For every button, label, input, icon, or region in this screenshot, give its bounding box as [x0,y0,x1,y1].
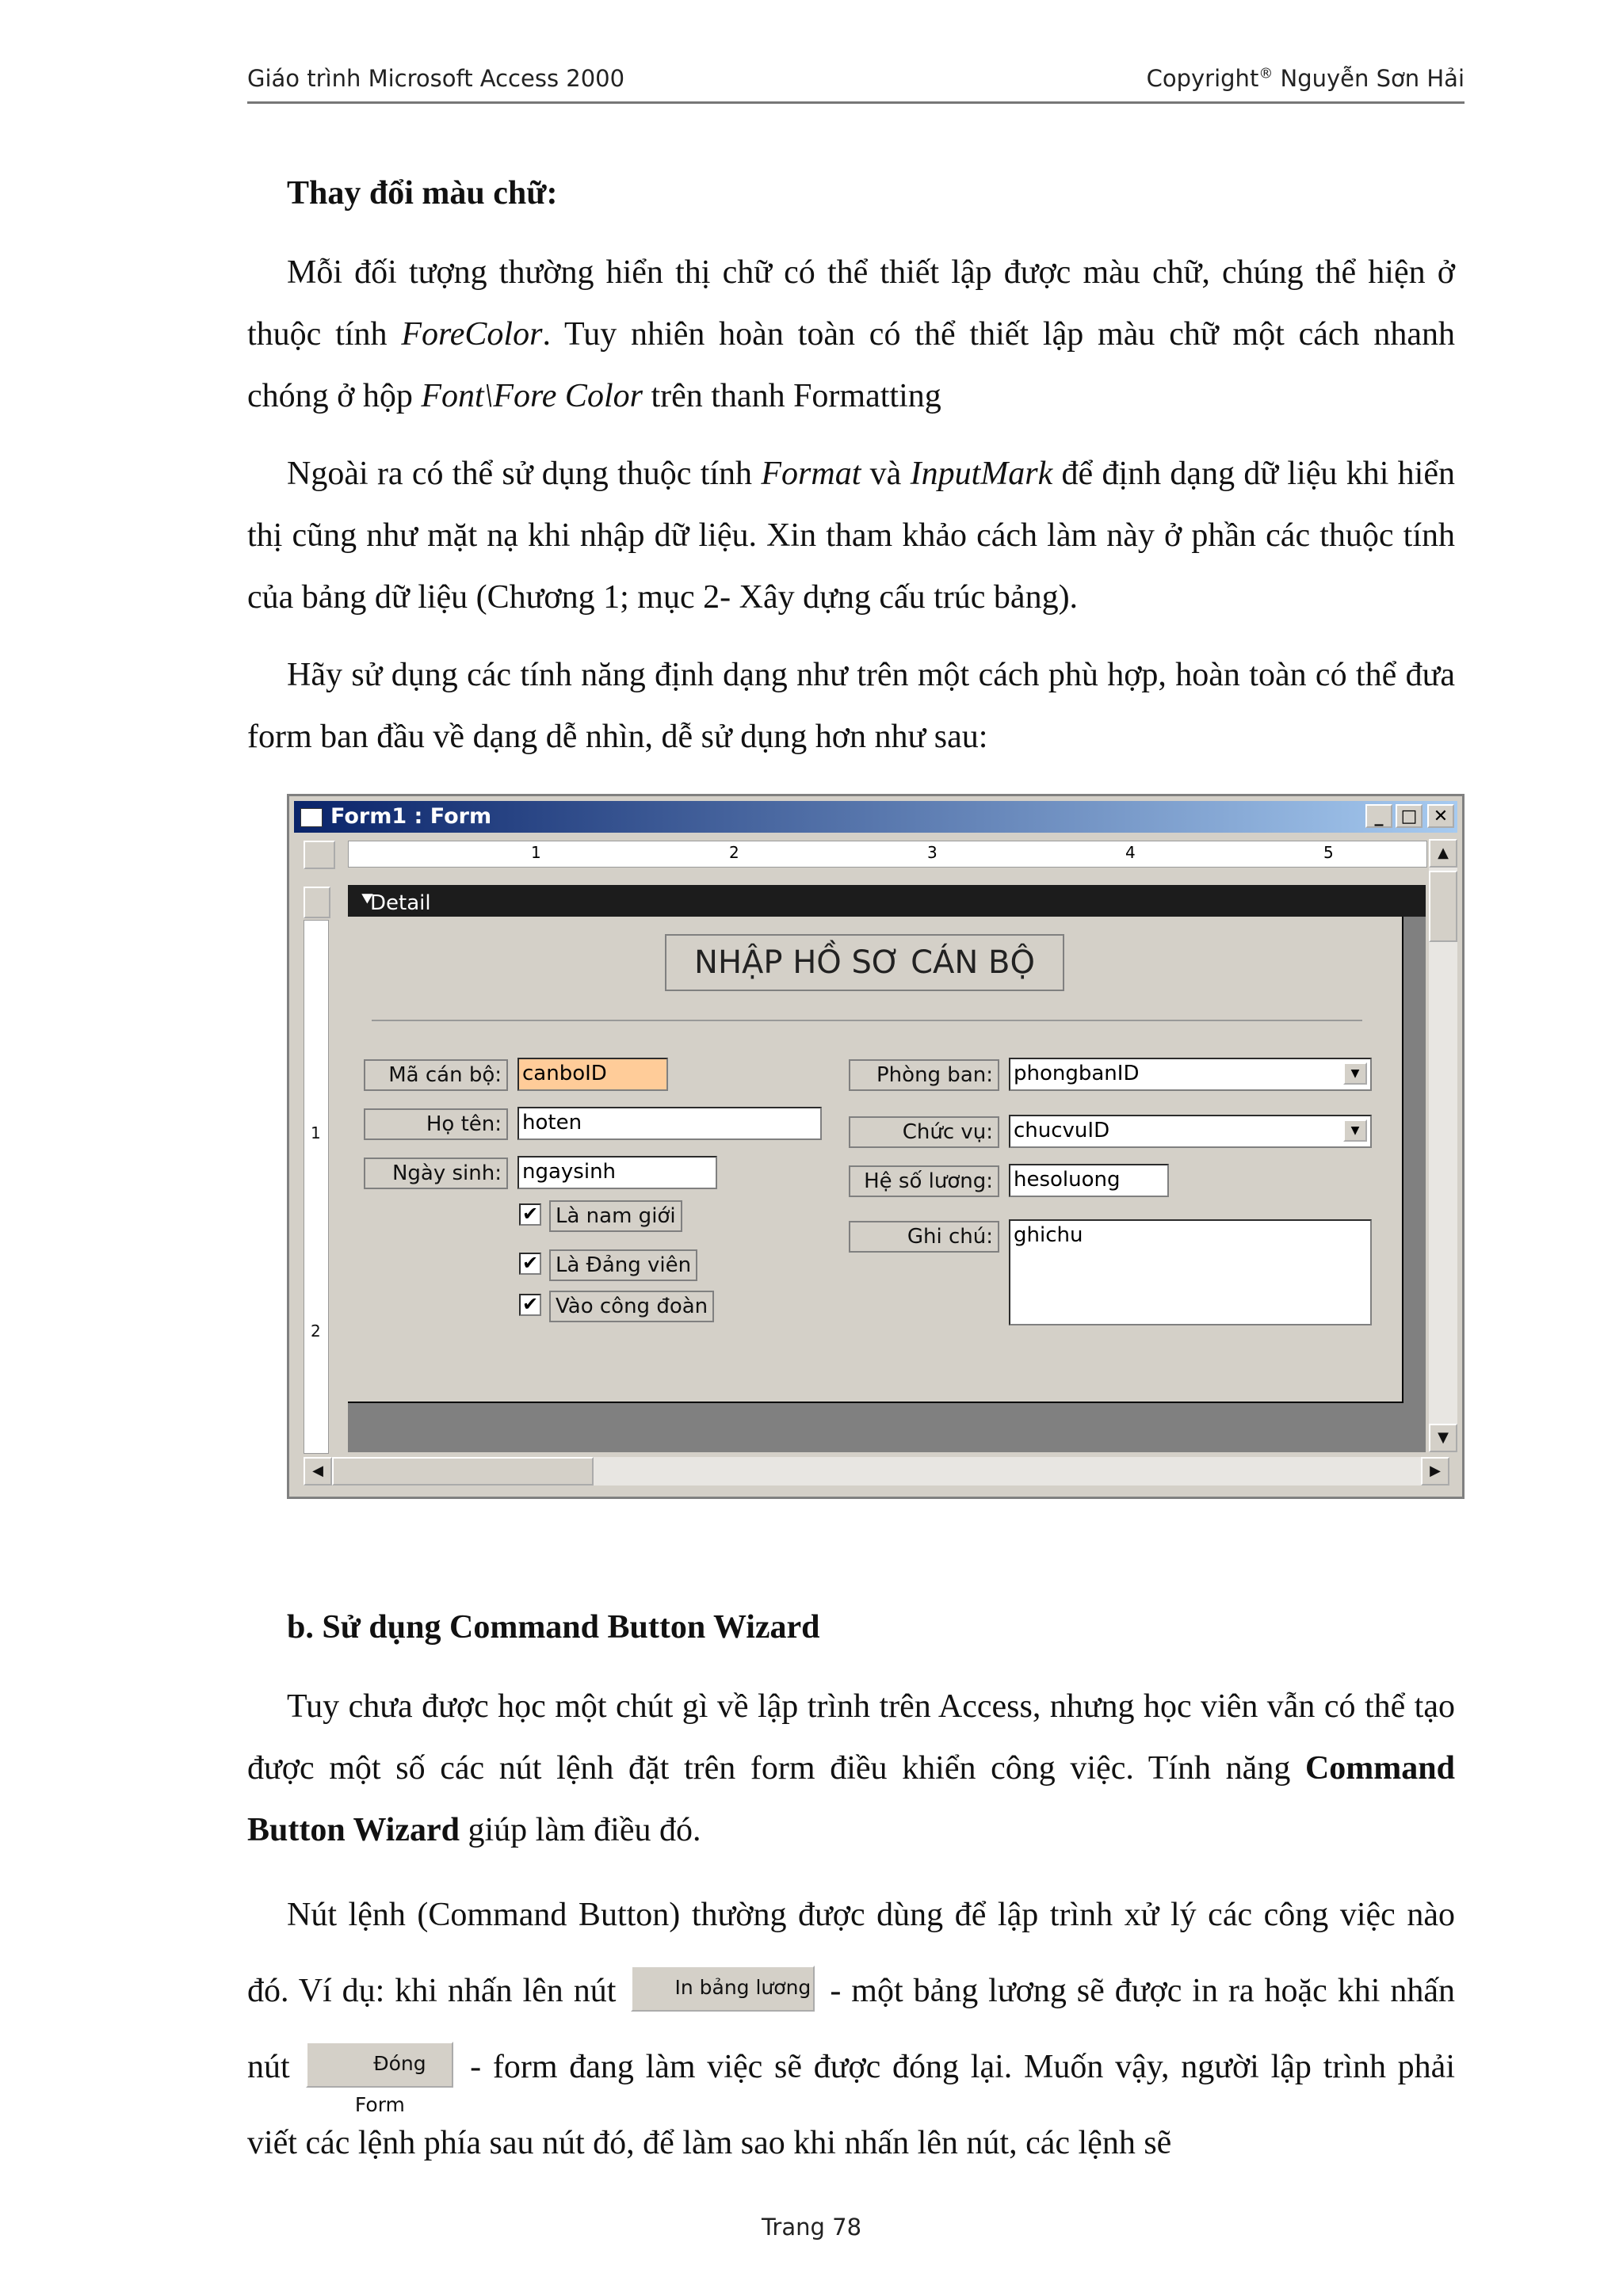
title-bar [294,801,1457,833]
detail-label: ⯆ Detail [359,888,431,915]
paragraph: Ngoài ra có thể sử dụng thuộc tính Format và InputMark để định dạng dữ liệu khi hiển thị cũng như mặt nạ khi nhập dữ liệu. Xin tham khảo cách làm này ở phần các thuộc tính của bảng dữ liệu (Chương 1; mục 2- Xây dựng cấu trúc bảng). [247,456,1455,616]
page-header [247,62,1465,104]
maximize-button[interactable]: □ [1396,804,1423,828]
detail-section [348,917,1403,1403]
in-bang-luong-button[interactable]: In bảng lương [631,1966,815,2012]
checkbox-nam-gioi[interactable]: ✔ [519,1203,541,1226]
close-button[interactable]: ✕ [1427,804,1454,828]
paragraph: Tuy chưa được học một chút gì về lập trình trên Access, nhưng học viên vẫn có thể tạo được một số các nút lệnh đặt trên form điều khiển công việc. Tính năng Command Button Wizard giúp làm điều đó. [247,1688,1455,1848]
heading-command-button-wizard: b. Sử dụng Command Button Wizard [287,1609,820,1646]
dong-form-button[interactable]: Đóng Form [306,2042,453,2088]
section2-body [247,1676,1455,2181]
paragraph: Nút lệnh (Command Button) thường được dùng để lập trình xử lý các công việc nào đó. Ví dụ: khi nhấn lên nút In bảng lương - một bảng lương sẽ được in ra hoặc khi nhấn nút Đóng Form - form đang làm việc sẽ được đóng lại. Muốn vậy, người lập trình phải viết các lệnh phía sau nút đó, để làm sao khi nhấn lên nút, các lệnh sẽ [247,1897,1455,2161]
textarea-ghichu[interactable]: ghichu [1009,1219,1372,1325]
combo-phongbanid[interactable]: phongbanID ▼ [1009,1058,1372,1091]
detail-section-bar[interactable] [348,885,1426,917]
section-selector[interactable] [304,887,330,918]
section1-body [247,242,1455,768]
vertical-ruler: 1 2 [304,920,329,1454]
input-hoten[interactable]: hoten [517,1107,822,1140]
access-form-window [287,794,1465,1499]
scroll-up-arrow-icon[interactable]: ▲ [1429,839,1457,868]
label-ma-can-bo: Mã cán bộ: [364,1059,508,1091]
vertical-scrollbar[interactable] [1429,839,1457,1452]
divider-line [372,1020,1362,1021]
label-ngay-sinh: Ngày sinh: [364,1158,508,1189]
scroll-down-arrow-icon[interactable]: ▼ [1429,1424,1457,1452]
label-phong-ban: Phòng ban: [849,1059,999,1091]
label-cong-doan: Vào công đoàn [549,1291,714,1322]
scroll-thumb[interactable] [332,1457,594,1486]
label-dang-vien: Là Đảng viên [549,1249,697,1281]
checkbox-cong-doan[interactable]: ✔ [519,1294,541,1316]
dropdown-arrow-icon[interactable]: ▼ [1343,1062,1367,1085]
paragraph: Hãy sử dụng các tính năng định dạng như trên một cách phù hợp, hoàn toàn có thể đưa form ban đầu về dạng dễ nhìn, dễ sử dụng hơn như sau: [247,657,1455,755]
page-number: Trang 78 [761,2214,862,2241]
minimize-button[interactable]: _ [1365,804,1392,828]
input-canboid[interactable]: canboID [517,1058,668,1091]
label-he-so-luong: Hệ số lương: [849,1165,999,1197]
label-nam-gioi: Là nam giới [549,1200,682,1232]
scroll-thumb[interactable] [1429,871,1457,942]
ruler-corner[interactable] [304,841,335,869]
header-left: Giáo trình Microsoft Access 2000 [247,65,625,92]
combo-chucvuid[interactable]: chucvuID ▼ [1009,1115,1372,1148]
input-hesoluong[interactable]: hesoluong [1009,1164,1169,1197]
scroll-right-arrow-icon[interactable]: ▶ [1421,1457,1449,1486]
horizontal-ruler: 1 2 3 4 5 [348,841,1427,868]
label-chuc-vu: Chức vụ: [849,1116,999,1148]
paragraph: Mỗi đối tượng thường hiển thị chữ có thể thiết lập được màu chữ, chúng thể hiện ở thuộc tính ForeColor. Tuy nhiên hoàn toàn có thể thiết lập màu chữ một cách nhanh chóng ở hộp Font\Fore Color trên thanh Formatting [247,254,1456,414]
scroll-left-arrow-icon[interactable]: ◀ [304,1457,332,1486]
window-title: Form1 : Form [330,804,492,829]
checkbox-dang-vien[interactable]: ✔ [519,1253,541,1275]
label-ho-ten: Họ tên: [364,1108,508,1140]
form-canvas [348,917,1426,1452]
heading-font-color: Thay đổi màu chữ: [287,175,558,212]
form-title-label: NHẬP HỒ SƠ CÁN BỘ [665,934,1064,991]
header-right: Copyright® Nguyễn Sơn Hải [1146,65,1465,92]
horizontal-scrollbar[interactable] [304,1457,1449,1486]
dropdown-arrow-icon[interactable]: ▼ [1343,1119,1367,1142]
input-ngaysinh[interactable]: ngaysinh [517,1156,717,1189]
label-ghi-chu: Ghi chú: [849,1221,999,1253]
form-icon [300,808,323,827]
